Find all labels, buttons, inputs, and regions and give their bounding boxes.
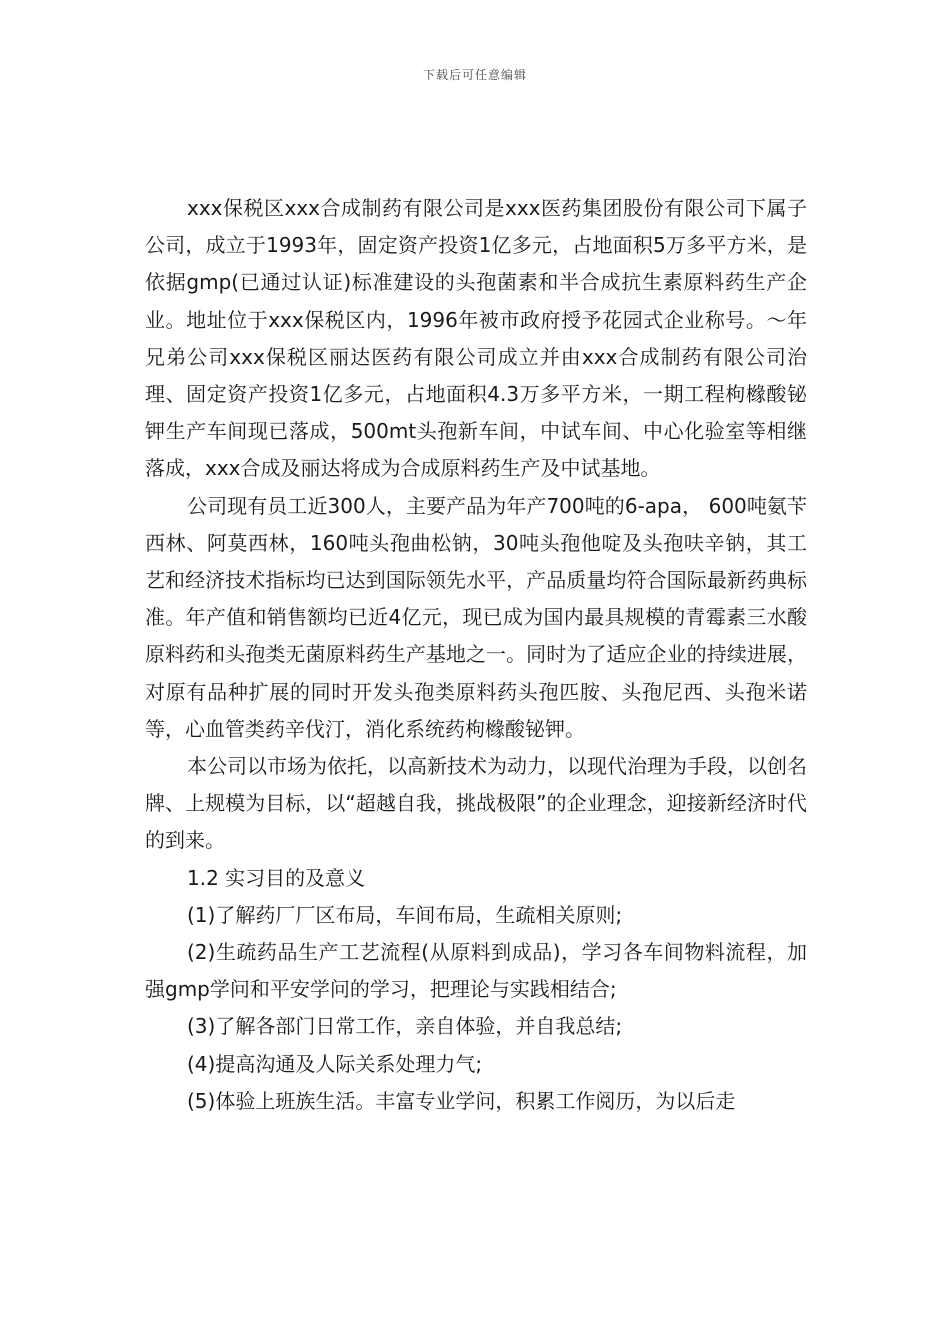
list-item-3: (3)了解各部门日常工作，亲自体验，并自我总结; [187,1014,623,1039]
list-item-4: (4)提高沟通及人际关系处理力气; [187,1051,483,1076]
section-heading-internship-purpose: 1.2 实习目的及意义 [187,865,366,890]
list-item-5: (5)体验上班族生活。丰富专业学问，积累工作阅历，为以后走 [187,1088,736,1113]
paragraph-company-philosophy: 本公司以市场为依托，以高新技术为动力，以现代治理为手段，以创名牌、上规模为目标，以“超越自我，挑战极限”的企业理念，迎接新经济时代的到来。 [145,754,807,853]
document-body [145,190,807,1120]
list-item-1: (1)了解药厂厂区布局，车间布局，生疏相关原则; [187,902,623,927]
paragraph-company-intro: xxx保税区xxx合成制药有限公司是xxx医药集团股份有限公司下属子公司，成立于1993年，固定资产投资1亿多元，占地面积5万多平方米，是依据gmp(已通过认证)标准建设的头孢菌素和半合成抗生素原料药生产企业。地址位于xxx保税区内，1996年被市政府授予花园式企业称号。～年兄弟公司xxx保税区丽达医药有限公司成立并由xxx合成制药有限公司治理、固定资产投资1亿多元，占地面积4.3万多平方米，一期工程枸橼酸铋钾生产车间现已落成，500mt头孢新车间，中试车间、中心化验室等相继落成，xxx合成及丽达将成为合成原料药生产及中试基地。 [145,196,807,481]
paragraph-staff-products: 公司现有员工近300人，主要产品为年产700吨的6-apa， 600吨氨苄西林、阿莫西林，160吨头孢曲松钠，30吨头孢他啶及头孢呋辛钠，其工艺和经济技术指标均已达到国际领先水平，产品质量均符合国际最新药典标准。年产值和销售额均已近4亿元，现已成为国内最具规模的青霉素三水酸原料药和头孢类无菌原料药生产基地之一。同时为了适应企业的持续进展，对原有品种扩展的同时开发头孢类原料药头孢匹胺、头孢尼西、头孢米诺等，心血管类药辛伐汀，消化系统药枸橼酸铋钾。 [145,493,807,741]
list-item-2: (2)生疏药品生产工艺流程(从原料到成品)，学习各车间物料流程，加强gmp学问和平安学问的学习，把理论与实践相结合; [145,940,807,1002]
page-header: 下载后可任意编辑 [422,68,527,82]
